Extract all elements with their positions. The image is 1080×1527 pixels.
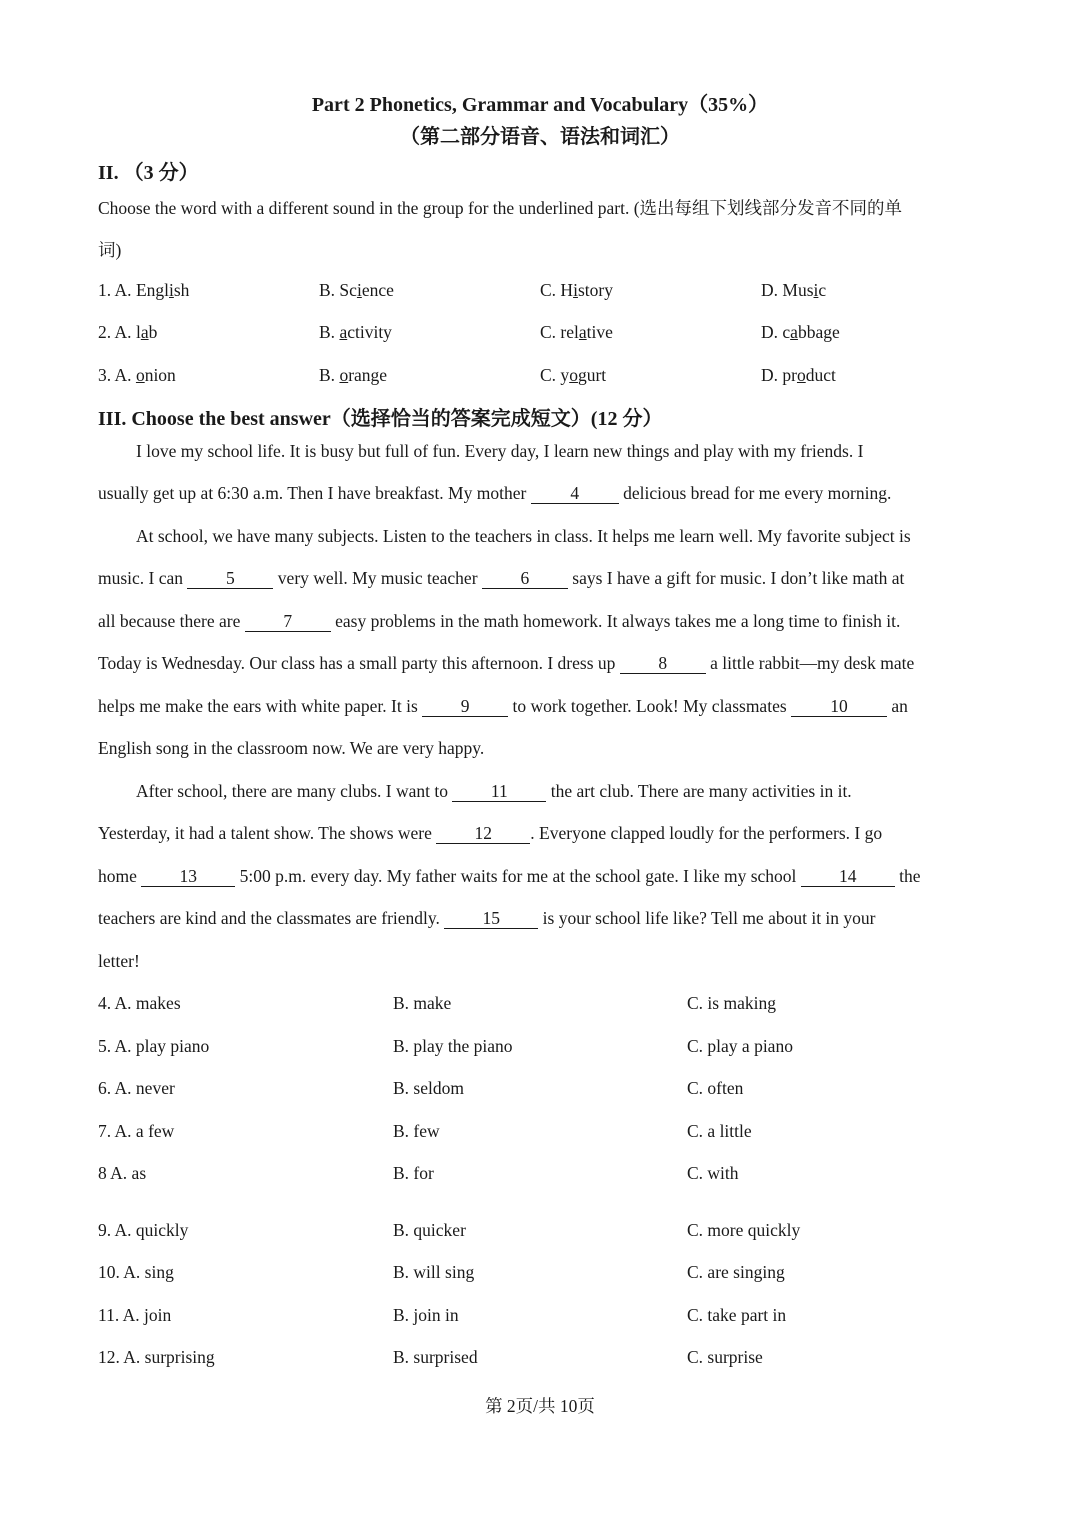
blank-8: 8 — [620, 654, 706, 674]
passage-line: Yesterday, it had a talent show. The shows were 12 . Everyone clapped loudly for the performers. I go — [98, 823, 883, 843]
option-c: C. take part in — [687, 1305, 787, 1325]
passage-line: English song in the classroom now. We are very happy. — [98, 738, 485, 758]
option-c: C. yogurt — [540, 365, 607, 385]
blank-4: 4 — [531, 484, 619, 504]
option-b: B. for — [393, 1163, 434, 1183]
option-c: C. relative — [540, 322, 613, 342]
passage-line: helps me make the ears with white paper. It is 9 to work together. Look! My classmates 10 an — [98, 696, 908, 716]
section-3-heading: III. Choose the best answer（选择恰当的答案完成短文）(12 分） — [98, 408, 663, 430]
option-a: 7. A. a few — [98, 1121, 175, 1141]
option-c: C. History — [540, 280, 613, 300]
option-d: D. product — [761, 365, 836, 385]
option-b: B. play the piano — [393, 1036, 513, 1056]
option-a: 1. A. English — [98, 280, 190, 300]
blank-12: 12 — [436, 824, 530, 844]
blank-11: 11 — [452, 782, 546, 802]
option-c: C. more quickly — [687, 1220, 801, 1240]
page-footer: 第 2页/共 10页 — [485, 1396, 595, 1416]
passage-line: home 13 5:00 p.m. every day. My father waits for me at the school gate. I like my school 14 the — [98, 866, 921, 886]
blank-14: 14 — [801, 867, 895, 887]
passage-line: letter! — [98, 951, 140, 971]
option-c: C. is making — [687, 993, 776, 1013]
option-b: B. activity — [319, 322, 392, 342]
option-b: B. few — [393, 1121, 440, 1141]
blank-15: 15 — [444, 909, 538, 929]
option-b: B. Science — [319, 280, 394, 300]
option-a: 4. A. makes — [98, 993, 181, 1013]
option-c: C. with — [687, 1163, 739, 1183]
option-d: D. cabbage — [761, 322, 840, 342]
option-a: 9. A. quickly — [98, 1220, 189, 1240]
option-a: 6. A. never — [98, 1078, 175, 1098]
option-a: 11. A. join — [98, 1305, 172, 1325]
option-c: C. surprise — [687, 1347, 763, 1367]
passage-line: At school, we have many subjects. Listen to the teachers in class. It helps me learn well. My favorite subject is — [136, 526, 911, 546]
option-a: 8 A. as — [98, 1163, 147, 1183]
option-b: B. join in — [393, 1305, 459, 1325]
blank-9: 9 — [422, 697, 508, 717]
option-c: C. are singing — [687, 1262, 785, 1282]
option-a: 3. A. onion — [98, 365, 176, 385]
passage-line: usually get up at 6:30 a.m. Then I have breakfast. My mother 4 delicious bread for me every morning. — [98, 483, 892, 503]
section-2-heading: II. （3 分） — [98, 162, 199, 184]
part-subtitle: （第二部分语音、语法和词汇） — [400, 126, 680, 148]
option-b: B. quicker — [393, 1220, 466, 1240]
option-b: B. surprised — [393, 1347, 478, 1367]
option-b: B. will sing — [393, 1262, 475, 1282]
option-c: C. often — [687, 1078, 744, 1098]
section-2-instruction: Choose the word with a different sound in the group for the underlined part. (选出每组下划线部分发音不同的单 — [98, 198, 903, 218]
blank-6: 6 — [482, 569, 568, 589]
passage-line: I love my school life. It is busy but full of fun. Every day, I learn new things and play with my friends. I — [136, 441, 864, 461]
option-c: C. play a piano — [687, 1036, 793, 1056]
passage-line: Today is Wednesday. Our class has a small party this afternoon. I dress up 8 a little rabbit—my desk mate — [98, 653, 915, 673]
option-b: B. seldom — [393, 1078, 464, 1098]
section-2-instruction-cont: 词) — [98, 240, 122, 260]
option-a: 12. A. surprising — [98, 1347, 215, 1367]
option-c: C. a little — [687, 1121, 752, 1141]
blank-10: 10 — [791, 697, 887, 717]
passage-line: all because there are 7 easy problems in the math homework. It always takes me a long time to finish it. — [98, 611, 901, 631]
part-title: Part 2 Phonetics, Grammar and Vocabulary（35%） — [311, 94, 769, 116]
blank-5: 5 — [187, 569, 273, 589]
passage-line: After school, there are many clubs. I want to 11 the art club. There are many activities in it. — [136, 781, 852, 801]
passage-line: music. I can 5 very well. My music teacher 6 says I have a gift for music. I don’t like math at — [98, 568, 905, 588]
passage-line: teachers are kind and the classmates are friendly. 15 is your school life like? Tell me about it in your — [98, 908, 876, 928]
option-a: 2. A. lab — [98, 322, 158, 342]
option-b: B. make — [393, 993, 452, 1013]
option-b: B. orange — [319, 365, 388, 385]
option-a: 10. A. sing — [98, 1262, 174, 1282]
blank-13: 13 — [141, 867, 235, 887]
option-a: 5. A. play piano — [98, 1036, 210, 1056]
option-d: D. Music — [761, 280, 827, 300]
blank-7: 7 — [245, 612, 331, 632]
